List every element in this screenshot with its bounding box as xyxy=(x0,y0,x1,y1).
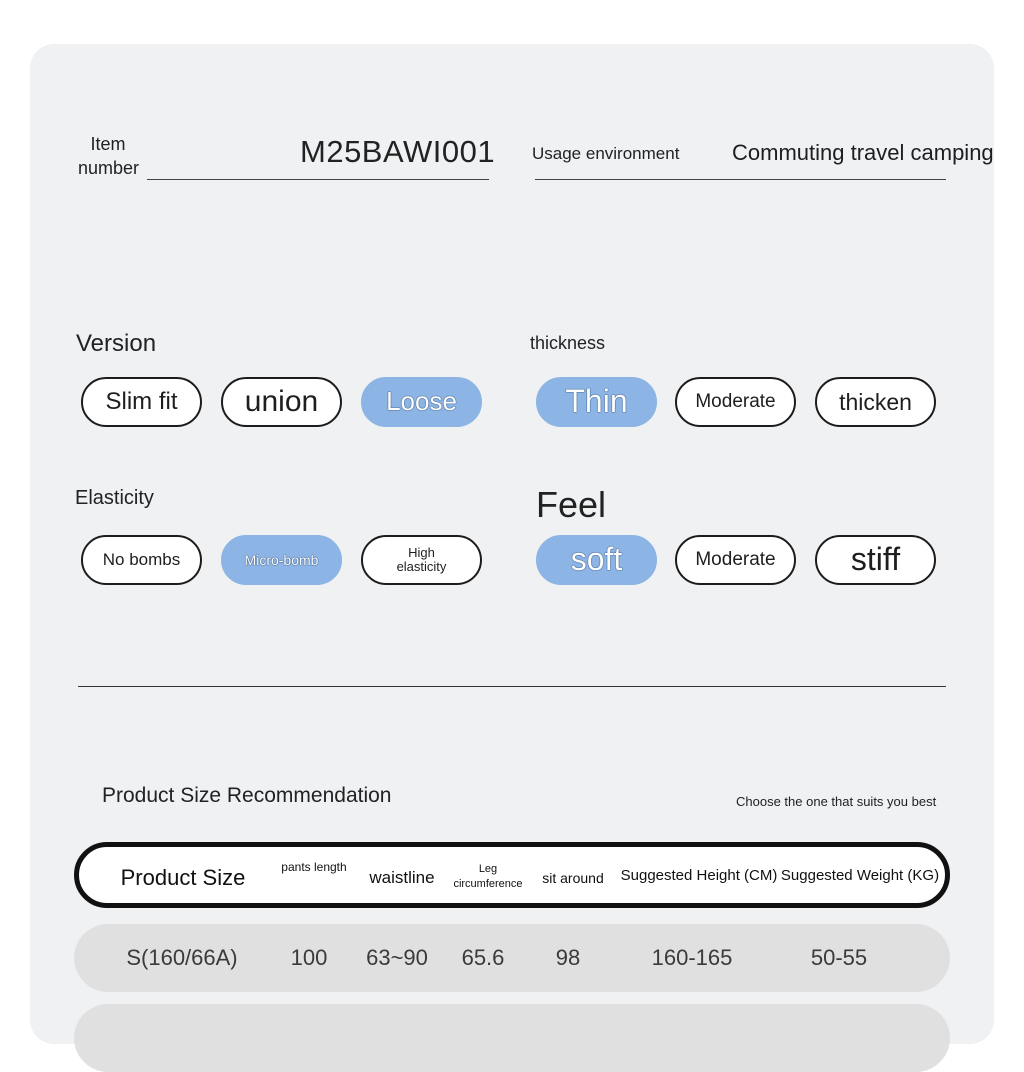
feel-option-moderate[interactable] xyxy=(675,535,796,585)
header-suggested-height: Suggested Height (CM) xyxy=(620,867,778,884)
usage-environment-value: Commuting travel camping xyxy=(732,140,994,165)
header-waistline: waistline xyxy=(369,868,435,887)
cell-sit-around: 98 xyxy=(555,945,581,970)
header-suggested-weight: Suggested Weight (KG) xyxy=(780,867,940,884)
version-option-loose[interactable] xyxy=(361,377,482,427)
cell-suggested-weight: 50-55 xyxy=(810,945,868,970)
option-label: Loose xyxy=(386,386,457,417)
table-row[interactable] xyxy=(74,1004,950,1072)
table-row[interactable] xyxy=(74,924,950,992)
usage-environment-label: Usage environment xyxy=(532,144,680,163)
header-pants-length: pants length xyxy=(281,860,347,874)
cell-suggested-height: 160-165 xyxy=(651,945,733,970)
thickness-option-moderate[interactable] xyxy=(675,377,796,427)
feel-title: Feel xyxy=(536,484,607,525)
item-number-value: M25BAWI001 xyxy=(300,134,496,169)
usage-environment-underline xyxy=(535,179,946,180)
option-label: Thin xyxy=(565,383,628,420)
elasticity-option-micro-bomb[interactable] xyxy=(221,535,342,585)
option-label: thicken xyxy=(839,388,912,415)
header-product-size: Product Size xyxy=(120,865,246,890)
version-option-union[interactable] xyxy=(221,377,342,427)
option-label: soft xyxy=(570,541,623,578)
size-section-title: Product Size Recommendation xyxy=(102,784,392,807)
cell-product-size: S(160/66A) xyxy=(126,945,238,970)
item-number-label: Item number xyxy=(78,134,140,178)
item-number-underline xyxy=(147,179,489,180)
elasticity-option-high-elasticity[interactable] xyxy=(361,535,482,585)
header-sit-around: sit around xyxy=(542,870,604,886)
version-option-slim-fit[interactable] xyxy=(81,377,202,427)
feel-option-soft[interactable] xyxy=(536,535,657,585)
version-title: Version xyxy=(76,330,157,357)
option-label: Slim fit xyxy=(105,388,178,416)
option-label: Moderate xyxy=(695,391,776,413)
size-section-subtitle: Choose the one that suits you best xyxy=(736,794,937,809)
option-label: High elasticity xyxy=(396,545,447,574)
cell-pants-length: 100 xyxy=(290,945,328,970)
thickness-option-thin[interactable] xyxy=(536,377,657,427)
option-label: Micro-bomb xyxy=(244,551,319,568)
elasticity-option-no-bombs[interactable] xyxy=(81,535,202,585)
cell-leg-circumference: 65.6 xyxy=(461,945,505,970)
thickness-option-thicken[interactable] xyxy=(815,377,936,427)
feel-option-stiff[interactable] xyxy=(815,535,936,585)
elasticity-title: Elasticity xyxy=(75,487,154,509)
option-label: No bombs xyxy=(102,550,181,570)
thickness-title: thickness xyxy=(530,333,606,353)
section-divider xyxy=(78,686,946,687)
option-label: union xyxy=(244,385,319,419)
option-label: stiff xyxy=(850,541,901,578)
cell-waistline: 63~90 xyxy=(366,945,428,970)
size-table-header xyxy=(74,842,950,908)
header-leg-circumference: Leg circumference xyxy=(453,863,523,890)
option-label: Moderate xyxy=(695,549,776,571)
